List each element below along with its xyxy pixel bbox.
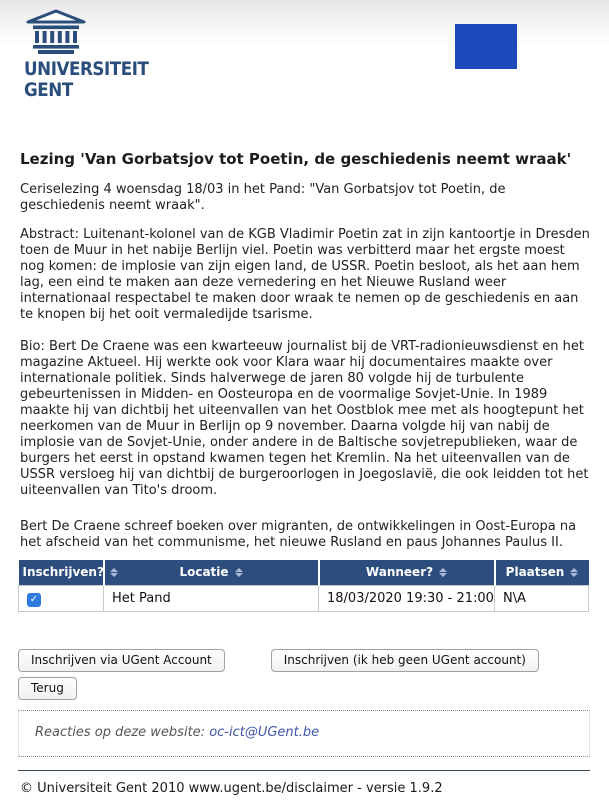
sort-icon [439,568,447,577]
table-header-row [19,560,589,586]
closing-paragraph: Bert De Craene schreef boeken over migranten, de ontwikkelingen in Oost-Europa na het afscheid van het communisme, het nieuwe Rusland en paus Johannes Paulus II. [20,519,577,550]
signup-noaccount-button[interactable]: Inschrijven (ik heb geen UGent account) [271,649,539,672]
signup-ugent-button[interactable]: Inschrijven via UGent Account [18,649,225,672]
column-header-inschrijven[interactable] [19,560,104,586]
page-title: Lezing 'Van Gorbatsjov tot Poetin, de geschiedenis neemt wraak' [20,150,572,168]
abstract-paragraph: Abstract: Luitenant-kolonel van de KGB Vladimir Poetin zat in zijn kantoortje in Dresden toen de Muur in het nabije Berlijn viel. Poetin was verbitterd maar het ergste moest nog komen: de implosie van zijn eigen land, de USSR. Poetin besloot, als het aan hem lag, een eind te maken aan deze vernedering en het Nieuwe Rusland weer internationaal respectabel te maken door wraak te nemen op de geschiedenis en aan te knopen bij het ooit vermaledijde tsarisme. [20,227,590,322]
back-button[interactable]: Terug [18,677,77,700]
sort-icon [110,568,118,577]
logo-text-gent: GENT [24,79,73,101]
ugent-logo-text [24,59,179,101]
intro-paragraph: Ceriselezing 4 woensdag 18/03 in het Pand: "Van Gorbatsjov tot Poetin, de geschiedenis neemt wraak". [20,182,506,213]
column-header-wanneer[interactable] [319,560,495,586]
footer-divider [18,770,590,771]
header [0,0,609,105]
column-header-label: Inschrijven? [22,565,104,579]
column-header-label: Wanneer? [365,565,434,579]
cell-wanneer: 18/03/2020 19:30 - 21:00 [319,586,495,612]
logo-text-universiteit: UNIVERSITEIT [24,58,149,80]
header-blue-image [455,24,517,69]
column-header-plaatsen[interactable] [495,560,589,586]
column-header-label: Plaatsen [505,565,565,579]
ugent-logo[interactable] [0,0,200,101]
table-row [19,586,589,612]
copyright-text: © Universiteit Gent 2010 www.ugent.be/disclaimer - versie 1.9.2 [20,781,443,796]
bio-paragraph: Bio: Bert De Craene was een kwarteeuw journalist bij de VRT-radionieuwsdienst en het magazine Aktueel. Hij werkte ook voor Klara waar hij documentaires maakte over internationale politiek. Sinds halverwege de jaren 80 volgde hij de turbulente gebeurtenissen in Midden- en Oosteuropa en de voormalige Sovjet-Unie. In 1989 maakte hij van dichtbij het uiteenvallen van het Oostblok mee met als hoogtepunt het neerkomen van de Muur in Berlijn op 9 november. Daarna volgde hij van nabij de implosie van de Sovjet-Unie, onder andere in de Baltische sovjetrepublieken, waar de burgers het eerst in opstand kwamen tegen het Kremlin. Na het uiteenvallen van de USSR versloeg hij van dichtbij de burgeroorlogen in Joegoslavië, die ook leidden tot het uiteenvallen van Tito's droom. [20,339,589,498]
cell-inschrijven [19,586,104,612]
feedback-label: Reacties op deze website: [35,725,210,740]
main-content [0,150,609,796]
signup-buttons-row [18,649,591,672]
column-header-label: Locatie [179,565,229,579]
feedback-email-link[interactable]: oc-ict@UGent.be [209,725,320,740]
check-icon: ✓ [29,593,39,605]
sort-icon [235,568,243,577]
sessions-table [18,560,589,612]
cell-locatie: Het Pand [104,586,319,612]
inschrijven-checkbox[interactable] [27,593,41,607]
ugent-temple-icon [24,8,88,54]
sort-icon [570,568,578,577]
cell-plaatsen: N\A [495,586,589,612]
column-header-locatie[interactable] [104,560,319,586]
feedback-box [18,710,590,757]
